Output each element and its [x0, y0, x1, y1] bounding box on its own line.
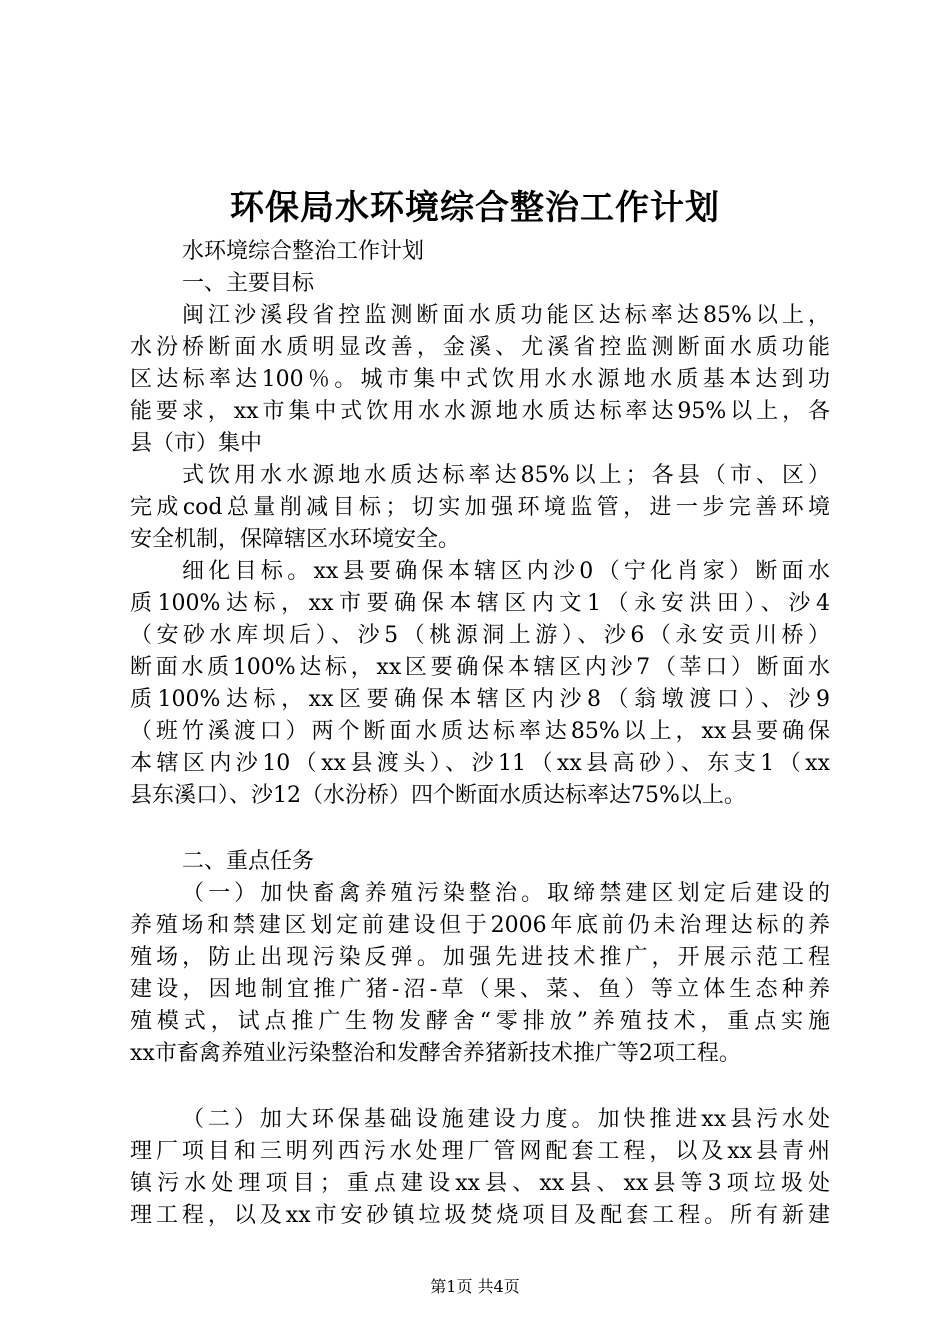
- text-line: 镇污水处理项目；重点建设xx县、xx县、xx县等3项垃圾处: [130, 1171, 830, 1196]
- text-line: 殖模式，试点推广生物发酵舍“零排放”养殖技术，重点实施: [130, 1009, 830, 1034]
- paragraph-spacer: [130, 812, 830, 846]
- text-line: 理厂项目和三明列西污水处理厂管网配套工程，以及xx县青州: [130, 1139, 830, 1164]
- text-line: （班竹溪渡口）两个断面水质达标率达85%以上，xx县要确保: [130, 719, 830, 744]
- text-line: 养殖场和禁建区划定前建设但于2006年底前仍未治理达标的养: [130, 913, 830, 938]
- document-title: 环保局水环境综合整治工作计划: [230, 188, 720, 228]
- paragraph-livestock-pollution: [130, 878, 830, 1070]
- document-body: [130, 236, 830, 1232]
- text-line: （安砂水库坝后）、沙5（桃源洞上游）、沙6（永安贡川桥）: [130, 623, 830, 648]
- paragraph-goals-1: [130, 300, 830, 460]
- paragraph-goals-2: [130, 460, 830, 556]
- text-line: 水汾桥断面水质明显改善，金溪、尤溪省控监测断面水质功能: [130, 335, 830, 360]
- text-line: 理工程，以及xx市安砂镇垃圾焚烧项目及配套工程。所有新建: [130, 1203, 830, 1228]
- text-line: 殖场，防止出现污染反弹。加强先进技术推广，开展示范工程: [130, 945, 830, 970]
- text-line: （二）加大环保基础设施建设力度。加快推进xx县污水处: [182, 1107, 830, 1132]
- text-line: 质100%达标，xx区要确保本辖区内沙8（翁墩渡口）、沙9: [130, 687, 830, 712]
- text-line: 本辖区内沙10（xx县渡头）、沙11（xx县高砂）、东支1（xx: [130, 751, 830, 776]
- text-line: 完成cod总量削减目标；切实加强环境监管，进一步完善环境: [130, 495, 830, 520]
- text-line: 安全机制，保障辖区水环境安全。: [130, 527, 461, 552]
- text-line: 断面水质100%达标，xx区要确保本辖区内沙7（莘口）断面水: [130, 655, 830, 680]
- text-line: 能要求，xx市集中式饮用水水源地水质达标率达95%以上，各: [130, 399, 830, 424]
- text-line: 式饮用水水源地水质达标率达85%以上；各县（市、区）: [182, 463, 830, 488]
- text-line: 闽江沙溪段省控监测断面水质功能区达标率达85%以上，: [182, 303, 830, 328]
- text-line: 建设，因地制宜推广猪-沼-草（果、菜、鱼）等立体生态种养: [130, 977, 830, 1002]
- text-line: 区达标率达100％。城市集中式饮用水水源地水质基本达到功: [130, 367, 830, 392]
- section-heading-key-tasks: 二、重点任务: [182, 849, 315, 874]
- text-line: 县东溪口）、沙12（水汾桥）四个断面水质达标率达75%以上。: [130, 783, 746, 808]
- text-line: 质100%达标，xx市要确保本辖区内文1（永安洪田）、沙4: [130, 591, 830, 616]
- paragraph-infrastructure: [130, 1104, 830, 1232]
- paragraph-spacer: [130, 1070, 830, 1104]
- text-line: 县（市）集中: [130, 431, 263, 456]
- document-subtitle: 水环境综合整治工作计划: [182, 239, 425, 264]
- text-line: （一）加快畜禽养殖污染整治。取缔禁建区划定后建设的: [182, 881, 830, 906]
- text-line: 细化目标。xx县要确保本辖区内沙0（宁化肖家）断面水: [182, 559, 830, 584]
- text-line: xx市畜禽养殖业污染整治和发酵舍养猪新技术推广等2项工程。: [130, 1041, 741, 1066]
- section-heading-goals: 一、主要目标: [182, 271, 315, 296]
- page-footer: 第1页 共4页: [430, 1277, 520, 1296]
- paragraph-detailed-goals: [130, 556, 830, 812]
